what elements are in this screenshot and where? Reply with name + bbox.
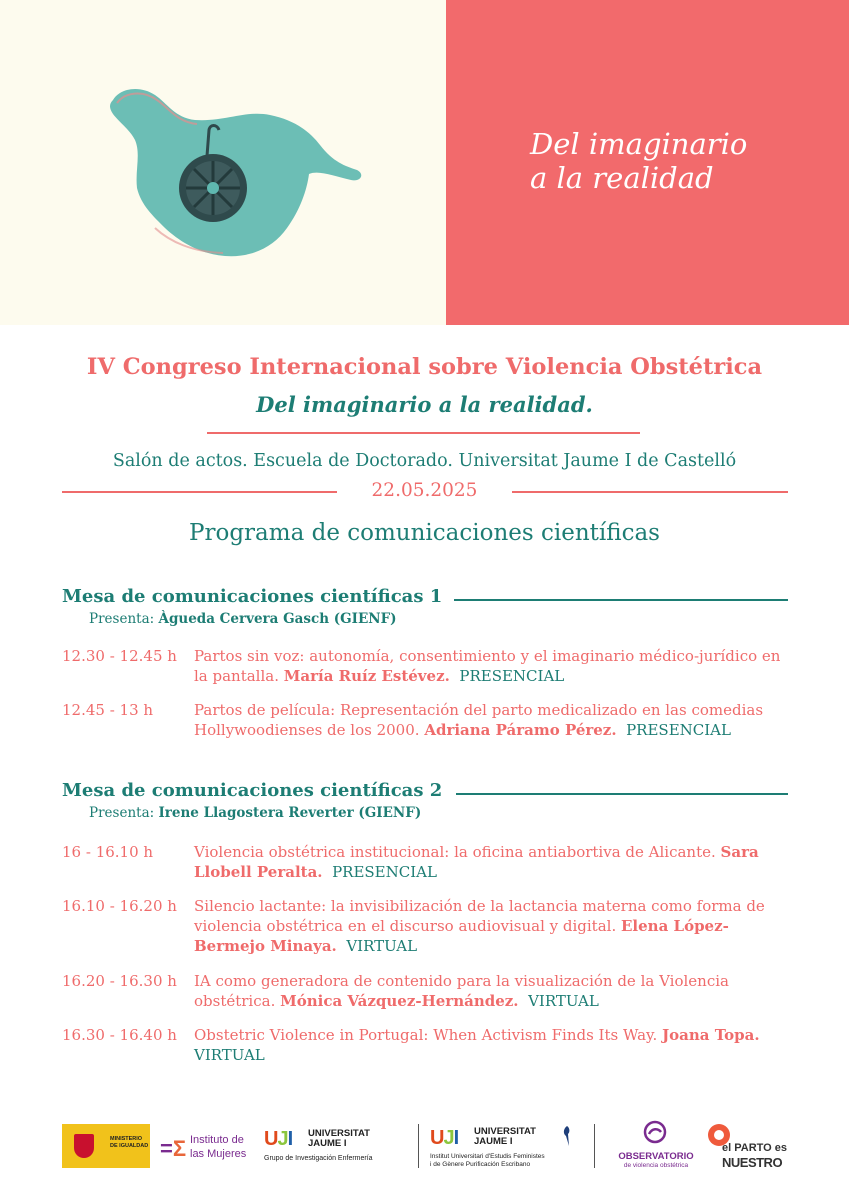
talk-time: 16.30 - 16.40 h	[62, 1026, 177, 1044]
session-title: Mesa de comunicaciones científicas 2	[62, 780, 443, 801]
talk-description	[194, 1025, 794, 1065]
talk-mode: VIRTUAL	[194, 1046, 265, 1064]
talk-author: Joana Topa.	[662, 1026, 760, 1044]
uji-icon: UJI	[430, 1127, 459, 1149]
uji2-group-line2: i de Gènere Purificación Escribano	[430, 1161, 531, 1168]
session-presenter	[89, 805, 421, 821]
talk-time: 16.20 - 16.30 h	[62, 972, 177, 990]
instituto-line1: Instituto de	[190, 1134, 244, 1146]
talk-title: Obstetric Violence in Portugal: When Activism Finds Its Way.	[194, 1026, 658, 1044]
uji-enfermeria-logo	[264, 1127, 404, 1167]
instituto-mujeres-logo	[160, 1130, 255, 1166]
venue: Salón de actos. Escuela de Doctorado. Universitat Jaume I de Castelló	[112, 451, 737, 471]
parto-line2: NUESTRO	[722, 1155, 783, 1170]
uji2-name-line1: UNIVERSITAT	[474, 1126, 536, 1137]
talk-author: Elena López-Bermejo Minaya.	[194, 917, 729, 955]
ministerio-logo	[62, 1124, 150, 1168]
session-title: Mesa de comunicaciones científicas 1	[62, 586, 443, 607]
talk-mode: PRESENCIAL	[459, 667, 565, 685]
presenter-name: Àgueda Cervera Gasch (GIENF)	[158, 611, 397, 627]
talk-author: María Ruíz Estévez.	[283, 667, 450, 685]
presenter-label: Presenta:	[89, 611, 155, 627]
title-divider	[207, 432, 640, 434]
talk-description	[194, 971, 794, 1011]
congress-title: IV Congreso Internacional sobre Violencia Obstétrica	[86, 354, 763, 380]
talk-time: 12.45 - 13 h	[62, 701, 154, 719]
parto-line1: el PARTO es	[722, 1142, 788, 1154]
talk-title: IA como generadora de contenido para la visualización de la Violencia obstétrica.	[194, 972, 729, 1010]
observatorio-line2: de violencia obstétrica	[623, 1162, 689, 1169]
uji1-name-line2: JAUME I	[308, 1138, 347, 1149]
parto-es-nuestro-logo	[712, 1120, 792, 1172]
hero-banner	[0, 0, 849, 325]
presenter-name: Irene Llagostera Reverter (GIENF)	[158, 805, 422, 821]
hero-tagline-line1: Del imaginario	[530, 127, 748, 161]
uji-feministes-logo	[430, 1124, 590, 1170]
observatorio-line1: OBSERVATORIO	[618, 1151, 694, 1162]
session-divider	[456, 793, 788, 795]
talk-author: Mónica Vázquez-Hernández.	[280, 992, 519, 1010]
floating-figure-illustration	[95, 70, 375, 270]
date-divider-right	[512, 491, 788, 493]
congress-subtitle: Del imaginario a la realidad.	[256, 392, 593, 417]
talk-description	[194, 646, 794, 686]
instituto-line2: las Mujeres	[190, 1148, 247, 1160]
talk-time: 16 - 16.10 h	[62, 843, 154, 861]
talk-title: Violencia obstétrica institucional: la oficina antiabortiva de Alicante.	[194, 843, 716, 861]
talk-mode: PRESENCIAL	[626, 721, 731, 739]
talk-description	[194, 896, 794, 956]
spain-coat-of-arms-icon	[62, 1124, 106, 1168]
talk-mode: VIRTUAL	[346, 937, 418, 955]
talk-time: 12.30 - 12.45 h	[62, 647, 177, 665]
talk-description	[194, 842, 794, 882]
talk-title: Silencio lactante: la invisibilización de la lactancia materna como forma de violencia obstétrica en el discurso audiovisual y digital.	[194, 897, 765, 935]
uji1-group: Grupo de Investigación Enfermería	[264, 1155, 373, 1162]
observatorio-icon	[643, 1120, 667, 1144]
hero-tagline	[530, 127, 830, 195]
ministerio-text: MINISTERIO DE IGUALDAD	[110, 1136, 149, 1149]
talk-author: Adriana Páramo Pérez.	[424, 721, 617, 739]
talk-title: Partos sin voz: autonomía, consentimiento y el imaginario médico-jurídico en la pantalla.	[194, 647, 781, 685]
hummingbird-icon	[560, 1124, 574, 1148]
instituto-mujeres-icon: =Σ	[160, 1136, 187, 1161]
talk-description	[194, 700, 794, 740]
session-presenter	[89, 611, 397, 627]
event-date: 22.05.2025	[371, 480, 478, 501]
observatorio-logo	[610, 1120, 702, 1172]
talk-mode: VIRTUAL	[528, 992, 599, 1010]
talk-mode: PRESENCIAL	[332, 863, 437, 881]
hero-image-panel	[0, 0, 446, 325]
talk-author: Sara Llobell Peralta.	[194, 843, 759, 881]
uji2-group-line1: Institut Universitari d'Estudis Feministes	[430, 1153, 545, 1160]
uji1-name-line1: UNIVERSITAT	[308, 1128, 370, 1139]
session-divider	[454, 599, 788, 601]
uji2-name-line2: JAUME I	[474, 1136, 513, 1147]
footer-separator	[418, 1124, 419, 1168]
talk-time: 16.10 - 16.20 h	[62, 897, 177, 915]
presenter-label: Presenta:	[89, 805, 155, 821]
talk-title: Partos de película: Representación del parto medicalizado en las comedias Hollywoodienses de los 2000.	[194, 701, 764, 739]
uji-icon: UJI	[264, 1128, 293, 1150]
hero-tagline-line2: a la realidad	[530, 161, 714, 195]
program-title: Programa de comunicaciones científicas	[189, 520, 660, 546]
footer-separator	[594, 1124, 595, 1168]
